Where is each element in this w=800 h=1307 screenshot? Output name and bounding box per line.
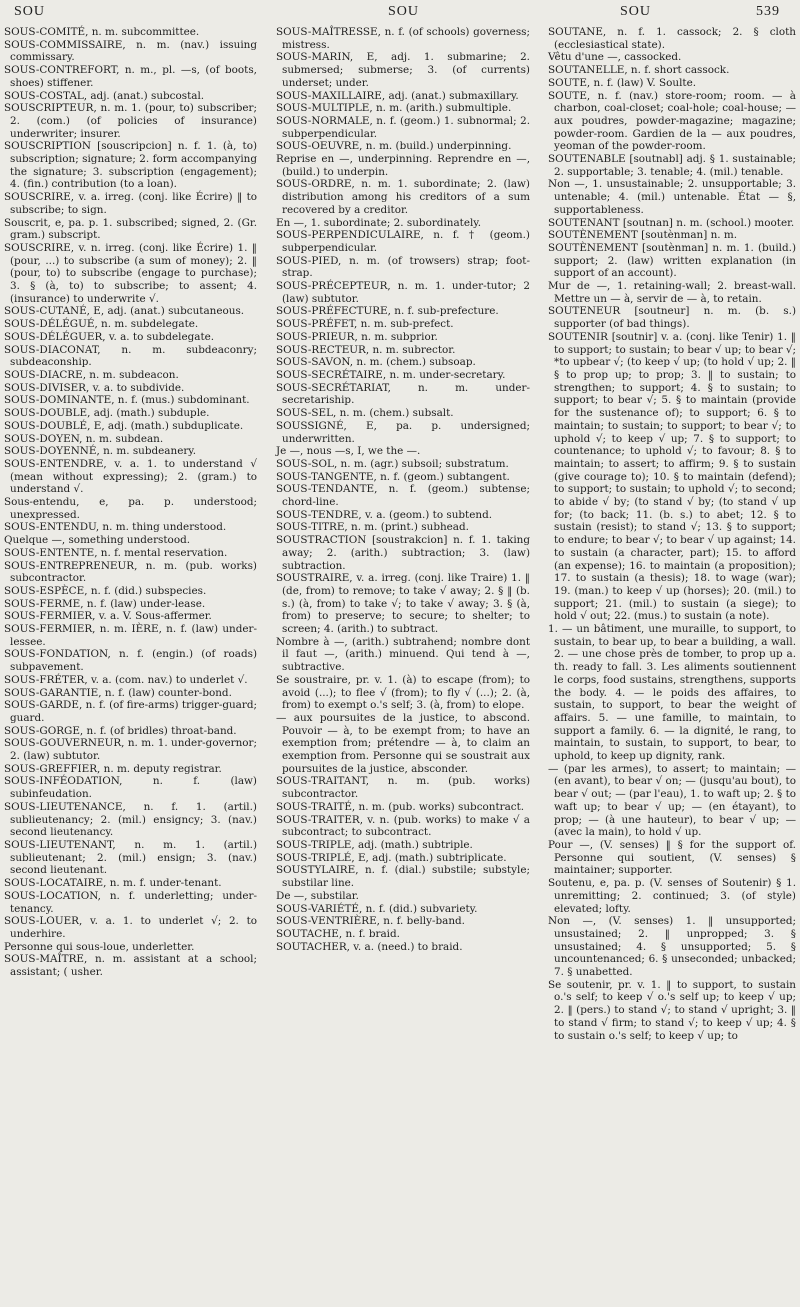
dictionary-entry: SOUS-TENDRE, v. a. (geom.) to subtend. (276, 508, 493, 521)
dictionary-entry: SOUS-MAÎTRE, n. m. assistant at a school; assistant; ( usher. (4, 953, 257, 979)
dictionary-entry: SOUTENEUR [soutneur] n. m. (b. s.) supporter (of bad things). (548, 305, 796, 331)
dictionary-entry: SOUS-DIVISER, v. a. to subdivide. (4, 381, 185, 394)
dictionary-entry: SOUS-LOCATION, n. f. underletting; under-tenancy. (4, 889, 257, 915)
dictionary-entry: SOUTANELLE, n. f. short cassock. (548, 64, 730, 77)
dictionary-entry: Non —, 1. unsustainable; 2. unsupportable; 3. untenable; 4. (mil.) untenable. État — §, supportableness. (548, 178, 796, 216)
dictionary-entry: SOUS-GREFFIER, n. m. deputy registrar. (4, 762, 222, 775)
dictionary-entry: 1. — un bâtiment, une muraille, to support, to sustain, to bear up, to bear a building, a wall. 2. — une chose près de tomber, to prop up a. th. ready to fall. 3. Les aliments soutiennent le corps, food sustains, strengthens, supports the body. 4. — le poids des affaires, to sustain, to support, to bear the weight of affairs. 5. — une famille, to maintain, to support a family. 6. — la dignité, le rang, to maintain, to sustain, to support, to bear, to uphold, to keep up dignity, rank. (548, 623, 796, 763)
dictionary-entry: SOUS-CUTANÉ, E, adj. (anat.) subcutaneous. (4, 305, 245, 318)
dictionary-entry: SOUS-GOUVERNEUR, n. m. 1. under-governor; 2. (law) subtutor. (4, 737, 257, 763)
dictionary-entry: SOUSCRIRE, v. n. irreg. (conj. like Écrire) 1. ‖ (pour, ...) to subscribe (a sum of money); 2. ‖ (pour, to) to subscribe (engage to purchase); 3. § (à, to) to subscribe; to assent; 4. (insurance) to underwrite √. (4, 241, 257, 305)
dictionary-entry: SOUSCRIPTEUR, n. m. 1. (pour, to) subscriber; 2. (com.) (of policies of insurance) underwriter; insurer. (4, 102, 257, 140)
dictionary-entry: SOUS-FONDATION, n. f. (engin.) (of roads) subpavement. (4, 648, 257, 674)
dictionary-entry: SOUTENABLE [soutnabl] adj. § 1. sustainable; 2. supportable; 3. tenable; 4. (mil.) tenable. (548, 153, 796, 178)
dictionary-entry: SOUS-GARANTIE, n. f. (law) counter-bond. (4, 686, 232, 699)
dictionary-entry: SOUS-ORDRE, n. m. 1. subordinate; 2. (law) distribution among his creditors of a sum recovered by a creditor. (276, 178, 530, 216)
dictionary-entry: En —, 1. subordinate; 2. subordinately. (276, 216, 482, 229)
dictionary-entry: SOUS-COSTAL, adj. (anat.) subcostal. (4, 89, 205, 102)
dictionary-entry: SOUS-TRAITÉ, n. m. (pub. works) subcontract. (276, 800, 525, 813)
dictionary-entry: SOUS-MULTIPLE, n. m. (arith.) submultiple. (276, 102, 512, 115)
dictionary-entry: Sous-entendu, e, pa. p. understood; unexpressed. (4, 496, 257, 521)
dictionary-entry: Vêtu d'une —, cassocked. (548, 51, 682, 64)
dictionary-entry: SOUS-CONTREFORT, n. m., pl. —s, (of boots, shoes) stiffener. (4, 64, 257, 89)
dictionary-entry: Nombre à —, (arith.) subtrahend; nombre dont il faut —, (arith.) minuend. Qui tend à —, subtractive. (276, 635, 530, 674)
dictionary-entry: SOUS-NORMALE, n. f. (geom.) 1. subnormal; 2. subperpendicular. (276, 114, 530, 140)
dictionary-entry: SOUS-SECRÉTARIAT, n. m. under-secretariship. (276, 381, 530, 407)
page-number: 539 (756, 4, 780, 19)
dictionary-entry: SOUTÈNEMENT [soutènman] n. m. 1. (build.) support; 2. (law) written explanation (in support of an account). (548, 241, 796, 280)
dictionary-entry: SOUS-LIEUTENANT, n. m. 1. (artil.) sublieutenant; 2. (mil.) ensign; 3. (nav.) second lieutenant. (4, 839, 257, 877)
dictionary-entry: SOUTENANT [soutnan] n. m. (school.) mooter. (548, 216, 795, 229)
dictionary-entry: SOUS-COMITÉ, n. m. subcommittee. (4, 26, 200, 38)
dictionary-entry: SOUTANE, n. f. 1. cassock; 2. § cloth (ecclesiastical state). (548, 26, 796, 51)
dictionary-entry: SOUS-ENTENTE, n. f. mental reservation. (4, 546, 228, 559)
dictionary-entry: SOUTACHER, v. a. (need.) to braid. (276, 940, 463, 953)
dictionary-entry: SOUS-GORGE, n. f. (of bridles) throat-band. (4, 724, 237, 737)
dictionary-entry: SOUS-LIEUTENANCE, n. f. 1. (artil.) sublieutenancy; 2. (mil.) ensigncy; 3. (nav.) second lieutenancy. (4, 800, 257, 839)
dictionary-entry: SOUS-TRIPLE, adj. (math.) subtriple. (276, 839, 473, 851)
dictionary-entry: SOUS-VENTRIÈRE, n. f. belly-band. (276, 915, 465, 928)
dictionary-entry: SOUS-DIACONAT, n. m. subdeaconry; subdeaconship. (4, 343, 257, 369)
dictionary-entry: SOUS-COMMISSAIRE, n. m. (nav.) issuing commissary. (4, 38, 257, 64)
dictionary-entry: Souscrit, e, pa. p. 1. subscribed; signed, 2. (Gr. gram.) subscript. (4, 216, 257, 242)
dictionary-entry: — (par les armes), to assert; to maintain; — (en avant), to bear √ on; — (jusqu'au bout), to bear √ out; — (par l'eau), 1. to waft up; 2. § to waft up; to bear √ up; — (en étayant), to prop; — (à une hauteur), to bear √ up; — (avec la main), to hold √ up. (548, 762, 796, 839)
dictionary-entry: SOUS-DÉLÉGUER, v. a. to subdelegate. (4, 330, 215, 343)
dictionary-entry: SOUS-FERMIER, v. a. V. Sous-affermer. (4, 610, 212, 623)
dictionary-entry: SOUS-DIACRE, n. m. subdeacon. (4, 368, 179, 381)
dictionary-entry: SOUS-DOYEN, n. m. subdean. (4, 432, 164, 445)
dictionary-entry: Non —, (V. senses) 1. ‖ unsupported; unsustained; 2. ‖ unpropped; 3. § unsustained; 4. § unsupported; 5. § uncountenanced; 6. § unseconded; unbacked; 7. § unabetted. (548, 915, 796, 979)
dictionary-entry: SOUS-DOYENNÉ, n. m. subdeanery. (4, 445, 197, 458)
dictionary-entry: SOUTACHE, n. f. braid. (276, 927, 400, 940)
dictionary-entry: SOUS-ENTREPRENEUR, n. m. (pub. works) subcontractor. (4, 559, 257, 585)
running-head-center: SOU (388, 4, 420, 19)
running-head-left: SOU (14, 4, 46, 19)
dictionary-entry: SOUS-DOMINANTE, n. f. (mus.) subdominant. (4, 394, 250, 407)
dictionary-entry: SOUS-MAÎTRESSE, n. f. (of schools) governess; mistress. (276, 26, 530, 51)
dictionary-entry: SOUS-FERMIER, n. m. IÈRE, n. f. (law) under-lessee. (4, 623, 257, 648)
dictionary-entry: SOUS-MAXILLAIRE, adj. (anat.) submaxillary. (276, 89, 519, 102)
dictionary-column-2 (276, 26, 530, 953)
running-head-right: SOU (620, 4, 652, 19)
dictionary-entry: SOUSTRAIRE, v. a. irreg. (conj. like Traire) 1. ‖ (de, from) to remove; to take √ away; 2. § ‖ (b. s.) (à, from) to take √; to take √ away; 3. § (à, from) to preserve; to secure; to shelter; to screen; 4. (arith.) to subtract. (276, 572, 530, 636)
dictionary-entry: SOUS-TENDANTE, n. f. (geom.) subtense; chord-line. (276, 483, 530, 509)
dictionary-entry: Se soutenir, pr. v. 1. ‖ to support, to sustain o.'s self; to keep √ o.'s self up; to keep √ up; 2. ‖ (pers.) to stand √; to stand √ upright; 3. ‖ to stand √ firm; to stand √; to keep √ up; 4. § to sustain o.'s self; to keep √ up; to (548, 978, 796, 1042)
dictionary-entry: SOUTE, n. f. (law) V. Soulte. (548, 76, 697, 89)
dictionary-entry: SOUS-PRÉCEPTEUR, n. m. 1. under-tutor; 2 (law) subtutor. (276, 280, 530, 305)
dictionary-column-1 (4, 26, 257, 979)
dictionary-entry: Pour —, (V. senses) ‖ § for the support of. Personne qui soutient, (V. senses) § maintainer; supporter. (548, 839, 796, 877)
dictionary-entry: SOUS-SOL, n. m. (agr.) subsoil; substratum. (276, 457, 509, 470)
dictionary-entry: SOUS-TITRE, n. m. (print.) subhead. (276, 521, 469, 534)
dictionary-entry: SOUS-OEUVRE, n. m. (build.) underpinning. (276, 140, 512, 153)
dictionary-entry: SOUSTRACTION [soustrakcion] n. f. 1. taking away; 2. (arith.) subtraction; 3. (law) subtraction. (276, 534, 530, 572)
dictionary-entry: Personne qui sous-loue, underletter. (4, 940, 195, 953)
dictionary-entry: SOUS-DOUBLÉ, E, adj. (math.) subduplicate. (4, 419, 244, 432)
dictionary-entry: SOUTÈNEMENT [soutènman] n. m. (548, 229, 738, 242)
dictionary-entry: Quelque —, something understood. (4, 534, 191, 547)
dictionary-entry: Reprise en —, underpinning. Reprendre en —, (build.) to underpin. (276, 153, 530, 178)
dictionary-entry: SOUSCRIRE, v. a. irreg. (conj. like Écrire) ‖ to subscribe; to sign. (4, 191, 257, 216)
dictionary-entry: SOUTE, n. f. (nav.) store-room; room. — à charbon, coal-closet; coal-hole; coal-house; — aux poudres, powder-magazine; magazine; powder-room. Gardien de la — aux poudres, yeoman of the powder-room. (548, 89, 796, 153)
dictionary-entry: SOUS-INFÉODATION, n. f. (law) subinfeudation. (4, 775, 257, 801)
dictionary-entry: SOUSCRIPTION [souscripcion] n. f. 1. (à, to) subscription; signature; 2. form accompanying the signature; 3. subscription (engagement); 4. (fin.) contribution (to a loan). (4, 140, 257, 191)
dictionary-entry: SOUS-ENTENDU, n. m. thing understood. (4, 521, 227, 534)
dictionary-entry: SOUS-SAVON, n. m. (chem.) subsoap. (276, 356, 476, 369)
dictionary-entry: SOUS-SEL, n. m. (chem.) subsalt. (276, 407, 454, 420)
dictionary-entry: Soutenu, e, pa. p. (V. senses of Soutenir) § 1. unremitting; 2. continued; 3. (of style) elevated; lofty. (548, 877, 796, 915)
dictionary-entry: SOUS-ESPÈCE, n. f. (did.) subspecies. (4, 584, 207, 597)
dictionary-entry: Se soustraire, pr. v. 1. (à) to escape (from); to avoid (...); to flee √ (from); to fly √ (...); 2. (à, from) to exempt o.'s self; 3. (à, from) to elope. (276, 673, 530, 712)
dictionary-entry: SOUS-PERPENDICULAIRE, n. f. † (geom.) subperpendicular. (276, 229, 530, 254)
dictionary-entry: SOUS-DOUBLE, adj. (math.) subduple. (4, 407, 210, 420)
dictionary-entry: SOUS-ENTENDRE, v. a. 1. to understand √ (mean without expressing); 2. (gram.) to understand √. (4, 457, 257, 496)
dictionary-entry: SOUS-FERME, n. f. (law) under-lease. (4, 597, 206, 610)
dictionary-entry: SOUS-FRÉTER, v. a. (com. nav.) to underlet √. (4, 673, 248, 686)
dictionary-column-3 (548, 26, 796, 1042)
dictionary-entry: — aux poursuites de la justice, to abscond. Pouvoir — à, to be exempt from; to have an exemption from; prétendre — à, to claim an exemption from. Personne qui se soustrait aux poursuites de la justice, absconder. (276, 711, 530, 775)
dictionary-entry: SOUSTYLAIRE, n. f. (dial.) substile; substyle; substilar line. (276, 864, 530, 890)
dictionary-entry: SOUS-TANGENTE, n. f. (geom.) subtangent. (276, 470, 510, 483)
dictionary-entry: SOUSSIGNÉ, E, pa. p. undersigned; underwritten. (276, 419, 530, 445)
dictionary-entry: SOUS-TRIPLÉ, E, adj. (math.) subtriplicate. (276, 851, 507, 864)
dictionary-entry: SOUS-LOCATAIRE, n. m. f. under-tenant. (4, 877, 222, 890)
dictionary-entry: SOUS-PRÉFECTURE, n. f. sub-prefecture. (276, 305, 499, 318)
dictionary-entry: Je —, nous —s, I, we the —. (276, 445, 421, 458)
dictionary-entry: SOUS-TRAITANT, n. m. (pub. works) subcontractor. (276, 775, 530, 801)
dictionary-entry: SOUTENIR [soutnir] v. a. (conj. like Tenir) 1. ‖ to support; to sustain; to bear √ up; to bear √; *to upbear √; (to keep √ up; (to hold √ up; 2. ‖ § to prop up; to prop; 3. ‖ to sustain; to strengthen; to support; 4. § to sustain; to support; to bear √; 5. § to maintain (provide for the sustenance of); to support; 6. § to maintain; to sustain; to support; to bear √; to uphold √; to keep √ up; 7. § to support; to countenance; to uphold √; to favour; 8. § to maintain; to assert; to affirm; 9. § to sustain (give courage to); 10. § to maintain (defend); to support; to sustain; to uphold √; to second; to abide √ by; (to stand √ by; (to stand √ up for; (to back; 11. (b. s.) to abet; 12. § to sustain (resist); to stand √; 13. § to support; to endure; to bear √; to bear √ up against; 14. to sustain (a character, part); 15. to afford (an expense); 16. to maintain (a proposition); 17. to sustain (a thesis); 18. to wage (war); 19. (man.) to keep √ up (horses); 20. (mil.) to support; 21. (mil.) to sustain (a siege); to hold √ out; 22. (mus.) to sustain (a note). (548, 330, 796, 623)
dictionary-entry: SOUS-LOUER, v. a. 1. to underlet √; 2. to underhire. (4, 915, 257, 940)
dictionary-entry: SOUS-SECRÉTAIRE, n. m. under-secretary. (276, 368, 506, 381)
dictionary-entry: SOUS-RECTEUR, n. m. subrector. (276, 343, 456, 356)
dictionary-entry: Mur de —, 1. retaining-wall; 2. breast-wall. Mettre un — à, servir de — à, to retain. (548, 280, 796, 305)
dictionary-entry: SOUS-DÉLÉGUÉ, n. m. subdelegate. (4, 318, 199, 331)
dictionary-entry: SOUS-PRÉFET, n. m. sub-prefect. (276, 318, 454, 331)
dictionary-entry: SOUS-PIED, n. m. (of trowsers) strap; foot-strap. (276, 254, 530, 280)
dictionary-entry: SOUS-PRIEUR, n. m. subprior. (276, 330, 438, 343)
dictionary-entry: SOUS-GARDE, n. f. (of fire-arms) trigger-guard; guard. (4, 699, 257, 724)
dictionary-entry: De —, substilar. (276, 889, 359, 902)
dictionary-entry: SOUS-TRAITER, v. n. (pub. works) to make √ a subcontract; to subcontract. (276, 813, 530, 839)
dictionary-entry: SOUS-MARIN, E, adj. 1. submarine; 2. submersed; submerse; 3. (of currents) underset; under. (276, 51, 530, 89)
dictionary-entry: SOUS-VARIÉTÉ, n. f. (did.) subvariety. (276, 902, 478, 915)
